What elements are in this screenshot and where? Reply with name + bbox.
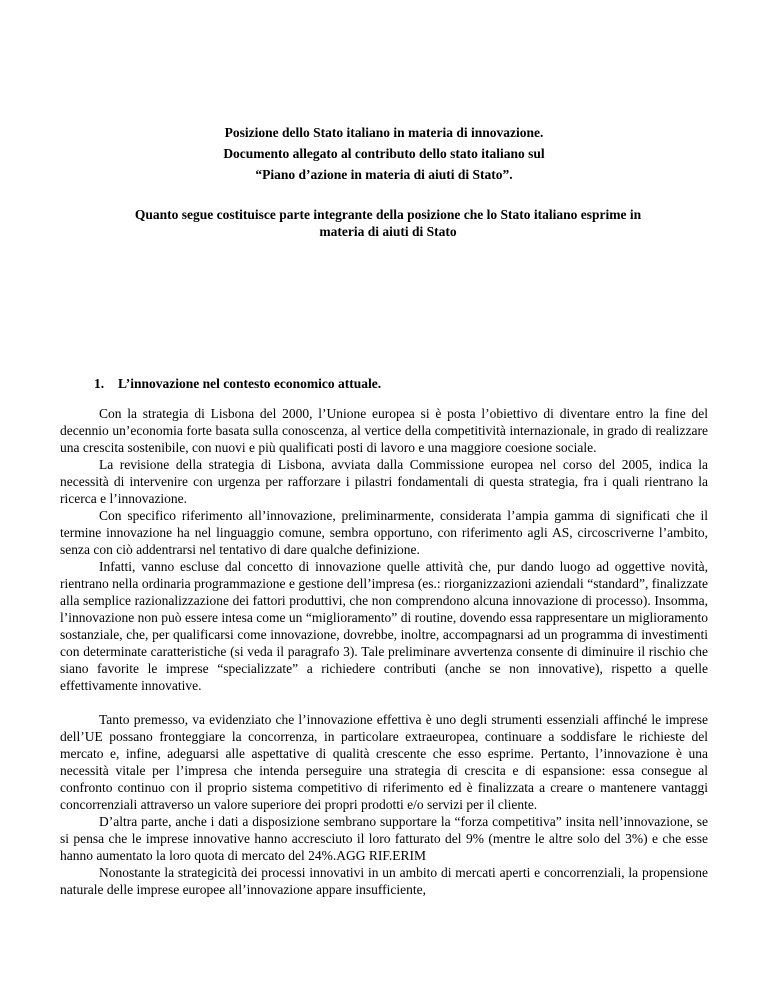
section-heading-text: L’innovazione nel contesto economico attuale. [118, 376, 382, 391]
paragraph: Infatti, vanno escluse dal concetto di innovazione quelle attività che, pur dando luogo ad oggettive novità, rientrano nella ordinaria programmazione e gestione dell’impresa (es.: riorganizzazioni aziendali “standard”, finalizzate alla semplice razionalizzazione dei fattori produttivi, che non comprendono alcuna innovazione di processo). Insomma, l’innovazione non può essere intesa come un “miglioramento” di routine, dovendo essa rappresentare un miglioramento sostanziale, che, per qualificarsi come innovazione, dovrebbe, inoltre, accompagnarsi ad un programma di investimenti con determinate caratteristiche (si veda il paragrafo 3). Tale preliminare avvertenza consente di diminuire il rischio che siano favorite le imprese “specializzate” a richiedere contributi (anche se non innovative), rispetto a quelle effettivamente innovative. [60, 559, 708, 693]
title-line-1: Posizione dello Stato italiano in materia di innovazione. [224, 125, 544, 140]
section-heading [94, 375, 381, 392]
paragraph: Tanto premesso, va evidenziato che l’innovazione effettiva è uno degli strumenti essenziali affinché le imprese dell’UE possano fronteggiare la concorrenza, in particolare extraeuropea, continuare a soddisfare le richieste del mercato e, infine, adeguarsi alle aspettative di qualità crescente che esso esprime. Pertanto, l’innovazione è una necessità vitale per l’impresa che intenda perseguire una strategia di crescita e di espansione: essa consegue al confronto continuo con il proprio sistema competitivo di riferimento ed è finalizzata a creare o mantenere vantaggi concorrenziali attraverso un valore superiore dei propri prodotti e/o servizi per il cliente. [60, 712, 708, 812]
paragraph: La revisione della strategia di Lisbona, avviata dalla Commissione europea nel corso del 2005, indica la necessità di intervenire con urgenza per rafforzare i pilastri fondamentali di questa strategia, fra i quali rientrano la ricerca e l’innovazione. [60, 457, 708, 506]
paragraph: Con la strategia di Lisbona del 2000, l’Unione europea si è posta l’obiettivo di diventare entro la fine del decennio un’economia forte basata sulla conoscenza, al vertice della competitività internazionale, in grado di realizzare una crescita sostenibile, con nuovi e più qualificati posti di lavoro e una maggiore coesione sociale. [60, 406, 708, 455]
body-text [60, 405, 708, 898]
title-line-3: “Piano d’azione in materia di aiuti di Stato”. [255, 167, 513, 182]
document-title [60, 122, 708, 185]
title-line-2: Documento allegato al contributo dello stato italiano sul [223, 146, 545, 161]
paragraph: Con specifico riferimento all’innovazione, preliminarmente, considerata l’ampia gamma di significati che il termine innovazione ha nel linguaggio comune, sembra opportuno, con riferimento agli AS, circoscriverne l’ambito, senza con ciò addentrarsi nel tentativo di dare qualche definizione. [60, 508, 708, 557]
document-subtitle: Quanto segue costituisce parte integrante della posizione che lo Stato italiano esprime in materia di aiuti di Stato [134, 207, 642, 239]
paragraph: Nonostante la strategicità dei processi innovativi in un ambito di mercati aperti e concorrenziali, la propensione naturale delle imprese europee all’innovazione appare insufficiente, [60, 865, 708, 897]
section-number: 1. [94, 376, 105, 391]
paragraph: D’altra parte, anche i dati a disposizione sembrano supportare la “forza competitiva” insita nell’innovazione, se si pensa che le imprese innovative hanno accresciuto il loro fatturato del 9% (mentre le altre solo del 3%) e che esse hanno aumentato la loro quota di mercato del 24%.AGG RIF.ERIM [60, 814, 708, 863]
